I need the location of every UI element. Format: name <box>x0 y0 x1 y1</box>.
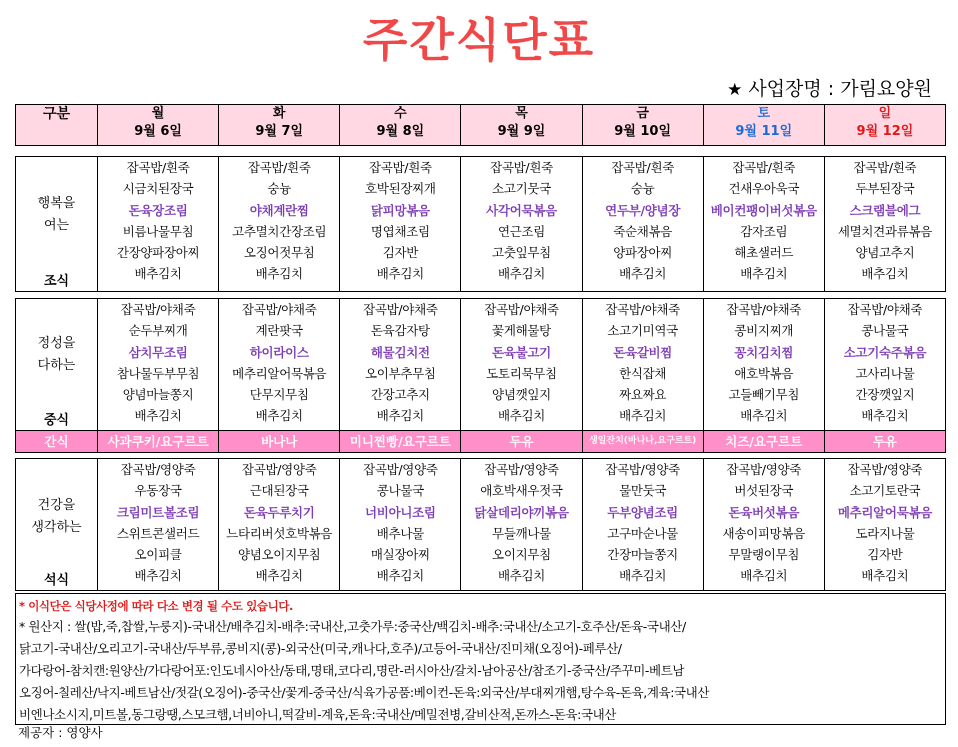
snack-cell: 생일잔치(바나나,요구르트) <box>582 431 703 453</box>
menu-cell <box>219 157 340 292</box>
menu-item: 숭늉 <box>267 181 291 197</box>
menu-item: 도토리묵무침 <box>486 365 557 381</box>
menu-item: 잡곡밥/흰죽 <box>247 160 311 175</box>
main-dish: 돈육버섯볶음 <box>728 504 800 520</box>
menu-item: 간장마늘쫑지 <box>607 547 678 563</box>
menu-item: 양파장아찌 <box>613 245 673 261</box>
menu-item: 잡곡밥/흰죽 <box>126 160 190 175</box>
menu-item: 잡곡밥/영양죽 <box>120 462 196 477</box>
notes-line: 닭고기-국내산/오리고기-국내산/두부류,콩비지(콩)-외국산(미국,캐나다,호주)/고등어-국내산/진미채(오징어)-페루산/ <box>19 641 622 656</box>
main-dish: 돈육장조림 <box>128 202 188 218</box>
menu-item: 명엽채조림 <box>370 223 430 239</box>
menu-item: 숭늉 <box>630 181 655 197</box>
provider-text: 제공자 : 영양사 <box>18 725 103 740</box>
menu-cell <box>98 459 219 591</box>
menu-item: 배추김치 <box>497 568 546 584</box>
menu-item: 도라지나물 <box>855 525 915 541</box>
menu-cell <box>461 299 582 431</box>
menu-item: 간장양파장아찌 <box>116 245 200 261</box>
main-dish: 돈육두루치기 <box>243 504 315 520</box>
menu-cell <box>703 157 824 292</box>
snack-cell: 바나나 <box>219 431 340 453</box>
menu-cell <box>461 157 582 292</box>
menu-cell <box>582 299 703 431</box>
menu-item: 매실장아찌 <box>370 547 430 563</box>
menu-item: 느타리버섯호박볶음 <box>226 525 333 541</box>
main-dish: 삼치무조림 <box>128 344 188 360</box>
menu-item: 잡곡밥/흰죽 <box>853 160 917 175</box>
notes-line: * 원산지 : 쌀(밥,죽,찹쌀,누룽지)-국내산/배추김치-배추:국내산,고춧가루:중국산/백김치-배추:국내산/소고기-호주산/돈육-국내산/ <box>19 619 686 634</box>
menu-item: 배추김치 <box>619 568 667 584</box>
dinner-label: 건강을 생각하는 석식 <box>16 459 98 591</box>
menu-item: 연근조림 <box>497 223 546 239</box>
site-name <box>727 76 932 103</box>
menu-item: 배추김치 <box>255 266 303 282</box>
menu-item: 배추김치 <box>740 568 788 584</box>
lunch-table <box>15 298 946 453</box>
menu-item: 오이부추무침 <box>365 365 436 381</box>
site-name-text: 사업장명 : 가림요양원 <box>748 78 932 100</box>
menu-cell <box>703 299 824 431</box>
menu-item: 잡곡밥/야채죽 <box>120 302 196 317</box>
snack-cell: 두유 <box>824 431 945 453</box>
main-dish: 돈육갈비찜 <box>613 344 673 360</box>
main-dish: 스크램블에그 <box>849 202 921 218</box>
main-dish: 하이라이스 <box>249 344 309 360</box>
main-dish: 베이컨팽이버섯볶음 <box>710 202 817 218</box>
menu-item: 오징어젓무침 <box>243 245 315 261</box>
menu-cell <box>582 459 703 591</box>
menu-item: 무들깨나물 <box>492 525 551 541</box>
menu-item: 잡곡밥/영양죽 <box>847 462 923 477</box>
header-table <box>15 104 946 146</box>
main-dish: 닭피망볶음 <box>370 202 430 218</box>
menu-item: 양념고추지 <box>855 245 915 261</box>
menu-item: 잡곡밥/영양죽 <box>605 462 680 477</box>
menu-item: 소고기토란국 <box>849 483 921 499</box>
menu-item: 소고기미역국 <box>607 323 678 339</box>
notes-box <box>15 593 946 725</box>
notes-line: 오징어-칠레산/낙지-베트남산/젓갈(오징어)-중국산/꽃게-중국산/식육가공품:베이컨-돈육:외국산/부대찌개햄,탕수육-돈육,계육:국내산 <box>19 685 710 700</box>
menu-item: 애호박볶음 <box>734 365 794 381</box>
menu-cell <box>219 299 340 431</box>
menu-item: 메추리알어묵볶음 <box>232 365 327 381</box>
menu-item: 양념깻잎지 <box>492 387 551 403</box>
menu-cell <box>98 157 219 292</box>
menu-item: 잡곡밥/흰죽 <box>490 160 553 175</box>
breakfast-table <box>15 156 946 292</box>
header-day: 월 9월 6일 <box>98 105 219 146</box>
menu-item: 잡곡밥/야채죽 <box>484 302 559 317</box>
menu-item: 콩나물국 <box>861 323 909 339</box>
menu-item: 콩나물국 <box>376 483 424 499</box>
dinner-table <box>15 458 946 591</box>
menu-cell <box>340 299 461 431</box>
menu-item: 고들빼기무침 <box>728 387 800 403</box>
menu-item: 고춧잎무침 <box>492 245 551 261</box>
breakfast-label: 행복을 여는 조식 <box>16 157 98 292</box>
main-dish: 두부양념조림 <box>607 504 678 520</box>
menu-item: 잡곡밥/영양죽 <box>241 462 317 477</box>
menu-item: 죽순채볶음 <box>613 223 673 239</box>
menu-item: 세멸치견과류볶음 <box>837 223 933 239</box>
menu-item: 두부된장국 <box>855 181 915 197</box>
menu-item: 계란팟국 <box>255 323 303 339</box>
menu-item: 돈육감자탕 <box>370 323 430 339</box>
menu-item: 배추김치 <box>861 568 909 584</box>
header-label: 구분 <box>16 105 98 146</box>
menu-cell <box>703 459 824 591</box>
menu-cell <box>824 459 945 591</box>
menu-cell <box>98 299 219 431</box>
menu-item: 시금치된장국 <box>122 181 194 197</box>
menu-item: 잡곡밥/야채죽 <box>847 302 923 317</box>
menu-item: 오이지무침 <box>492 547 551 563</box>
menu-item: 감자조림 <box>740 223 788 239</box>
menu-item: 배추김치 <box>619 266 667 282</box>
menu-item: 콩비지찌개 <box>734 323 794 339</box>
menu-item: 호박된장찌개 <box>365 181 436 197</box>
main-dish: 야채계란찜 <box>249 202 309 218</box>
main-dish: 꽁치김치찜 <box>734 344 794 360</box>
menu-item: 배추김치 <box>134 408 182 424</box>
menu-item: 순두부찌개 <box>128 323 188 339</box>
menu-item: 잡곡밥/영양죽 <box>484 462 559 477</box>
main-dish: 크림미트볼조림 <box>116 504 200 520</box>
menu-item: 꽃게해물탕 <box>492 323 551 339</box>
main-dish: 돈육불고기 <box>492 344 551 360</box>
header-day-sunday: 일 9월 12일 <box>824 105 945 146</box>
menu-item: 배추김치 <box>740 408 788 424</box>
lunch-label: 정성을 다하는 중식 <box>16 299 98 431</box>
menu-item: 김자반 <box>867 547 903 563</box>
menu-item: 고추멸치간장조림 <box>232 223 327 239</box>
menu-item: 물만둣국 <box>619 483 667 499</box>
menu-item: 배추김치 <box>376 266 424 282</box>
snack-cell: 사과쿠키/요구르트 <box>98 431 219 453</box>
menu-item: 새송이피망볶음 <box>722 525 805 541</box>
menu-item: 잡곡밥/야채죽 <box>605 302 680 317</box>
snack-label: 간식 <box>16 431 98 453</box>
menu-item: 배추김치 <box>376 568 424 584</box>
main-dish: 너비아니조림 <box>365 504 436 520</box>
menu-item: 우동장국 <box>134 483 182 499</box>
menu-item: 스위트콘샐러드 <box>116 525 200 541</box>
notes-line: 가다랑어-참치캔:원양산/가다랑어포:인도네시아산/동태,명태,코다리,명란-러시아산/갈치-남아공산/참조기-중국산/주꾸미-베트남 <box>19 663 685 678</box>
menu-item: 간장깻잎지 <box>855 387 915 403</box>
menu-cell <box>824 299 945 431</box>
menu-cell <box>461 459 582 591</box>
menu-cell <box>219 459 340 591</box>
menu-item: 간장고추지 <box>370 387 430 403</box>
menu-item: 잡곡밥/야채죽 <box>726 302 802 317</box>
header-day: 목 9월 9일 <box>461 105 582 146</box>
star-icon: ★ <box>727 80 743 100</box>
menu-item: 배추김치 <box>497 266 546 282</box>
main-dish: 사각어묵볶음 <box>486 202 557 218</box>
menu-item: 잡곡밥/흰죽 <box>368 160 432 175</box>
menu-item: 근대된장국 <box>249 483 309 499</box>
menu-item: 해초샐러드 <box>734 245 794 261</box>
menu-item: 배추김치 <box>861 266 909 282</box>
snack-row <box>16 431 946 453</box>
menu-item: 배추김치 <box>255 408 303 424</box>
menu-item: 오이피클 <box>134 547 182 563</box>
menu-item: 배추나물 <box>376 525 424 541</box>
menu-item: 잡곡밥/영양죽 <box>726 462 802 477</box>
menu-item: 배추김치 <box>497 408 546 424</box>
menu-item: 잡곡밥/야채죽 <box>363 302 438 317</box>
notes-line: * 이식단은 식당사정에 따라 다소 변경 될 수도 있습니다. <box>19 599 294 613</box>
menu-item: 잡곡밥/흰죽 <box>611 160 675 175</box>
menu-item: 배추김치 <box>134 568 182 584</box>
menu-item: 배추김치 <box>740 266 788 282</box>
menu-cell <box>582 157 703 292</box>
menu-item: 김자반 <box>382 245 419 261</box>
menu-item: 단무지무침 <box>249 387 309 403</box>
header-day-saturday: 토 9월 11일 <box>703 105 824 146</box>
menu-item: 무말랭이무침 <box>728 547 800 563</box>
menu-item: 짜요짜요 <box>619 387 667 403</box>
menu-item: 잡곡밥/흰죽 <box>732 160 796 175</box>
menu-item: 고구마순나물 <box>607 525 678 541</box>
menu-item: 소고기뭇국 <box>492 181 551 197</box>
menu-cell <box>340 157 461 292</box>
menu-item: 배추김치 <box>861 408 909 424</box>
snack-cell: 치즈/요구르트 <box>703 431 824 453</box>
menu-item: 잡곡밥/야채죽 <box>241 302 317 317</box>
snack-cell: 두유 <box>461 431 582 453</box>
menu-item: 비름나물무침 <box>122 223 194 239</box>
main-dish: 소고기숙주볶음 <box>843 344 927 360</box>
menu-item: 애호박새우젓국 <box>480 483 563 499</box>
main-dish: 연두부/양념장 <box>605 202 681 218</box>
menu-item: 고사리나물 <box>855 365 915 381</box>
menu-item: 한식잡채 <box>619 365 667 381</box>
menu-cell <box>824 157 945 292</box>
menu-item: 잡곡밥/영양죽 <box>363 462 438 477</box>
main-dish: 닭살데리야끼볶음 <box>474 504 569 520</box>
menu-item: 배추김치 <box>376 408 424 424</box>
menu-item: 양념오이지무침 <box>237 547 321 563</box>
notes-line: 비엔나소시지,미트볼,동그랑땡,스모크햄,너비아니,떡갈비-계육,돈육:국내산/메밀전병,갈비산적,돈까스-돈육:국내산 <box>19 707 616 722</box>
menu-item: 버섯된장국 <box>734 483 794 499</box>
menu-item: 배추김치 <box>619 408 667 424</box>
menu-item: 건새우아욱국 <box>728 181 800 197</box>
menu-item: 참나물두부무침 <box>116 365 200 381</box>
menu-item: 양념마늘쫑지 <box>122 387 194 403</box>
header-day: 화 9월 7일 <box>219 105 340 146</box>
snack-cell: 미니찐빵/요구르트 <box>340 431 461 453</box>
menu-cell <box>340 459 461 591</box>
main-dish: 메추리알어묵볶음 <box>837 504 933 520</box>
menu-item: 배추김치 <box>134 266 182 282</box>
menu-item: 배추김치 <box>255 568 303 584</box>
header-day: 금 9월 10일 <box>582 105 703 146</box>
main-dish: 해물김치전 <box>370 344 430 360</box>
header-day: 수 9월 8일 <box>340 105 461 146</box>
page-title: 주간식단표 <box>362 13 596 67</box>
